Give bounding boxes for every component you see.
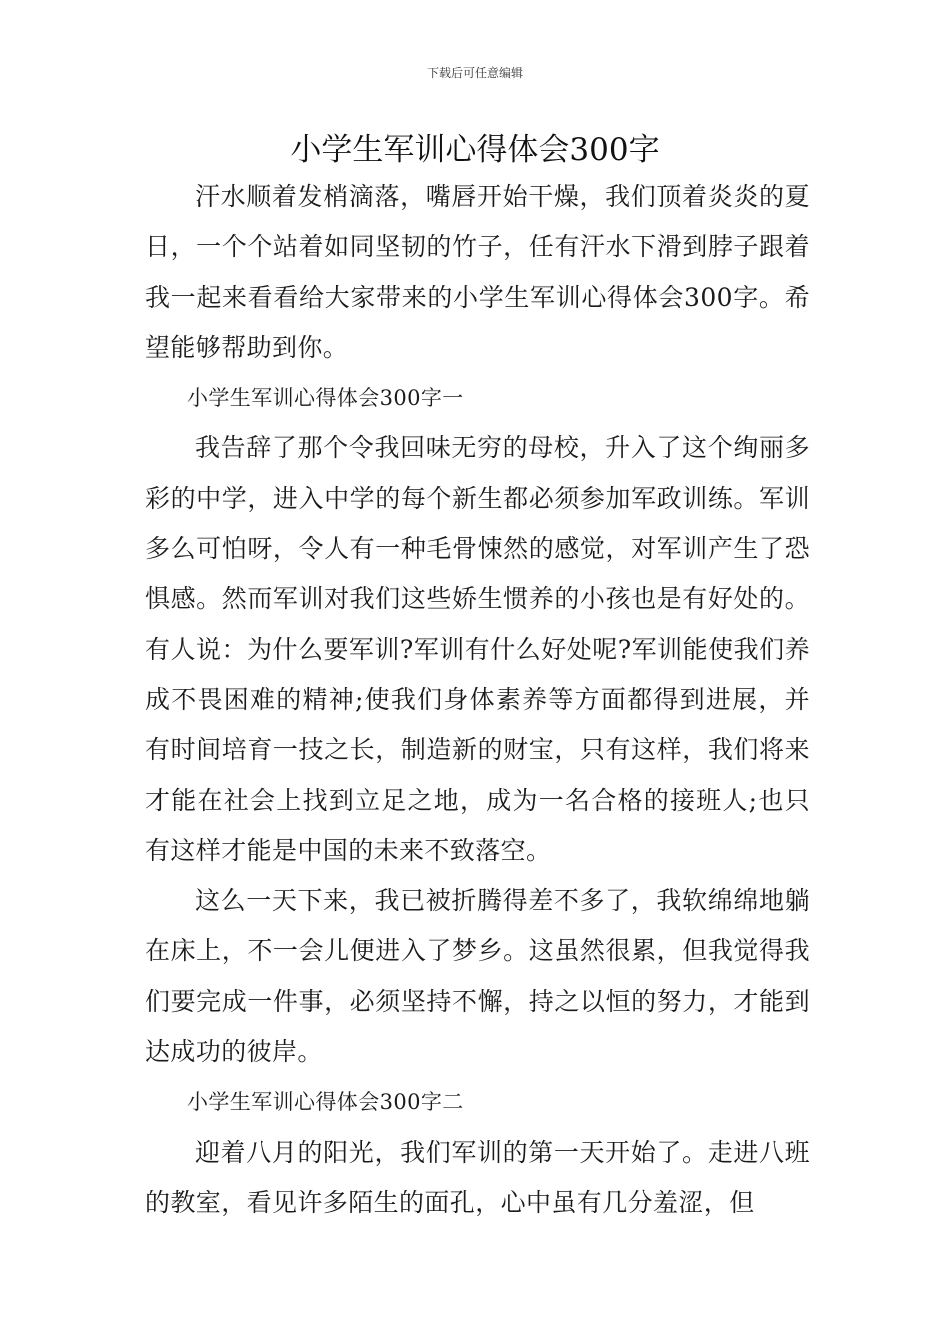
header-note: 下载后可任意编辑 xyxy=(426,66,523,80)
section-heading-2: 小学生军训心得体会300字二 xyxy=(187,1090,464,1115)
intro-paragraph: 汗水顺着发梢滴落，嘴唇开始干燥，我们顶着炎炎的夏日，一个个站着如同坚韧的竹子，任有汗水下滑到脖子跟着我一起来看看给大家带来的小学生军训心得体会300字。希望能够帮助到你。 xyxy=(145,182,810,362)
document-body xyxy=(145,172,810,1228)
body-paragraph: 迎着八月的阳光，我们军训的第一天开始了。走进八班的教室，看见许多陌生的面孔，心中虽有几分羞涩，但 xyxy=(145,1137,810,1217)
body-paragraph: 这么一天下来，我已被折腾得差不多了，我软绵绵地躺在床上，不一会儿便进入了梦乡。这虽然很累，但我觉得我们要完成一件事，必须坚持不懈，持之以恒的努力，才能到达成功的彼岸。 xyxy=(145,886,810,1067)
body-paragraph: 我告辞了那个令我回味无穷的母校，升入了这个绚丽多彩的中学，进入中学的每个新生都必须参加军政训练。军训多么可怕呀，令人有一种毛骨悚然的感觉，对军训产生了恐惧感。然而军训对我们这些娇生惯养的小孩也是有好处的。有人说：为什么要军训?军训有什么好处呢?军训能使我们养成不畏困难的精神;使我们身体素养等方面都得到进展，并有时间培育一技之长，制造新的财宝，只有这样，我们将来才能在社会上找到立足之地，成为一名合格的接班人;也只有这样才能是中国的未来不致落空。 xyxy=(145,433,810,865)
document-title: 小学生军训心得体会300字 xyxy=(290,132,660,168)
section-heading-1: 小学生军训心得体会300字一 xyxy=(187,386,464,411)
